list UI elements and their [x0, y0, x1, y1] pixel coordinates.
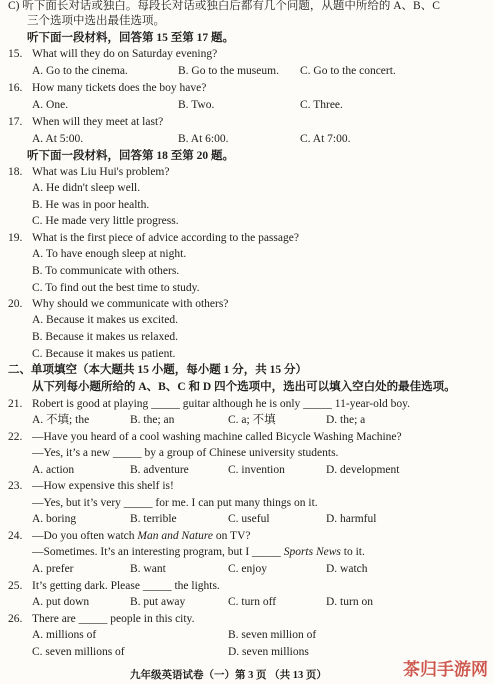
- q20-stem: Why should we communicate with others?: [32, 298, 229, 310]
- q24-number: 24.: [8, 530, 23, 542]
- q25-number: 25.: [8, 580, 23, 592]
- site-watermark: 茶归手游网: [403, 660, 488, 680]
- q22-stem-reply: —Yes, it’s a new _____ by a group of Chinese university students.: [32, 447, 339, 459]
- q17-option-b: B. At 6:00.: [178, 133, 229, 145]
- q24-stem-pre: —Do you often watch: [32, 530, 138, 542]
- q22-option-d: D. development: [326, 464, 400, 476]
- q26-number: 26.: [8, 613, 23, 625]
- q16-option-a: A. One.: [32, 99, 69, 111]
- q23-stem: —How expensive this shelf is!: [32, 480, 174, 492]
- q23-option-d: D. harmful: [326, 513, 377, 525]
- q23-option-b: B. terrible: [130, 513, 177, 525]
- q23-stem-reply: —Yes, but it’s very _____ for me. I can put many things on it.: [32, 497, 318, 509]
- q17-stem: When will they meet at last?: [32, 116, 164, 128]
- q24-option-c: C. enjoy: [228, 563, 267, 575]
- q24-option-a: A. prefer: [32, 563, 74, 575]
- q25-option-b: B. put away: [130, 596, 186, 608]
- listening-group-2-instruction: 听下面一段材料，回答第 18 至第 20 题。: [27, 150, 234, 162]
- q18-stem: What was Liu Hui's problem?: [32, 166, 170, 178]
- q24-reply-title: Sports News: [283, 546, 341, 558]
- q18-option-b: B. He was in poor health.: [32, 199, 150, 211]
- q22-option-c: C. invention: [228, 464, 285, 476]
- q20-option-c: C. Because it makes us patient.: [32, 348, 176, 360]
- q15-option-a: A. Go to the cinema.: [32, 65, 128, 77]
- q17-option-a: A. At 5:00.: [32, 133, 84, 145]
- listening-group-1-instruction: 听下面一段材料，回答第 15 至第 17 题。: [27, 32, 234, 44]
- q25-option-d: D. turn on: [326, 596, 373, 608]
- q24-stem-title: Man and Nature: [137, 530, 214, 542]
- q26-option-d: D. seven millions: [228, 646, 309, 658]
- section-c-instruction-cont: 三个选项中选出最佳选项。: [27, 15, 165, 27]
- q19-option-b: B. To communicate with others.: [32, 265, 180, 277]
- q21-option-a: A. 不填; the: [32, 414, 90, 426]
- q23-number: 23.: [8, 480, 23, 492]
- q16-stem: How many tickets does the boy have?: [32, 82, 207, 94]
- q24-stem-reply: [32, 545, 365, 559]
- q24-stem-post: on TV?: [213, 530, 251, 542]
- q21-stem: Robert is good at playing _____ guitar although he is only _____ 11-year-old boy.: [32, 398, 411, 410]
- part-two-title: 二、单项填空（本大题共 15 小题，每小题 1 分，共 15 分）: [8, 364, 307, 376]
- q22-option-b: B. adventure: [130, 464, 189, 476]
- q19-stem: What is the first piece of advice according to the passage?: [32, 232, 299, 244]
- q24-reply-post: to it.: [340, 546, 365, 558]
- q15-number: 15.: [8, 48, 23, 60]
- q19-option-c: C. To find out the best time to study.: [32, 282, 200, 294]
- q26-option-a: A. millions of: [32, 629, 97, 641]
- q16-number: 16.: [8, 82, 23, 94]
- q18-number: 18.: [8, 166, 23, 178]
- q15-option-c: C. Go to the concert.: [300, 65, 396, 77]
- q23-option-c: C. useful: [228, 513, 270, 525]
- page-footer: 九年级英语试卷（一）第 3 页 （共 13 页）: [130, 670, 327, 681]
- q26-option-b: B. seven million of: [228, 629, 317, 641]
- q20-option-b: B. Because it makes us relaxed.: [32, 331, 178, 343]
- q18-option-c: C. He made very little progress.: [32, 215, 179, 227]
- q21-option-b: B. the; an: [130, 414, 175, 426]
- q26-option-c: C. seven millions of: [32, 646, 125, 658]
- q22-number: 22.: [8, 431, 23, 443]
- q20-option-a: A. Because it makes us excited.: [32, 314, 178, 326]
- q24-reply-pre: —Sometimes. It’s an interesting program, but I _____: [32, 546, 284, 558]
- q25-option-c: C. turn off: [228, 596, 277, 608]
- q16-option-c: C. Three.: [300, 99, 343, 111]
- q15-option-b: B. Go to the museum.: [178, 65, 279, 77]
- q24-stem: [32, 529, 251, 543]
- q25-stem: It’s getting dark. Please _____ the lights.: [32, 580, 220, 592]
- q24-option-b: B. want: [130, 563, 166, 575]
- q21-option-d: D. the; a: [326, 414, 366, 426]
- q20-number: 20.: [8, 298, 23, 310]
- q22-option-a: A. action: [32, 464, 75, 476]
- q21-option-c: C. a; 不填: [228, 414, 276, 426]
- section-c-instruction: C) 听下面长对话或独白。每段长对话或独白后都有几个问题，从题中所给的 A、B、C: [8, 0, 440, 12]
- q18-option-a: A. He didn't sleep well.: [32, 182, 141, 194]
- q24-option-d: D. watch: [326, 563, 368, 575]
- q22-stem: —Have you heard of a cool washing machine called Bicycle Washing Machine?: [32, 431, 402, 443]
- q23-option-a: A. boring: [32, 513, 77, 525]
- q19-option-a: A. To have enough sleep at night.: [32, 248, 187, 260]
- q19-number: 19.: [8, 232, 23, 244]
- q21-number: 21.: [8, 398, 23, 410]
- part-two-instruction: 从下列每小题所给的 A、B、C 和 D 四个选项中，选出可以填入空白处的最佳选项。: [32, 381, 456, 393]
- q26-stem: There are _____ people in this city.: [32, 613, 195, 625]
- q17-number: 17.: [8, 116, 23, 128]
- q15-stem: What will they do on Saturday evening?: [32, 48, 218, 60]
- q25-option-a: A. put down: [32, 596, 90, 608]
- q16-option-b: B. Two.: [178, 99, 215, 111]
- q17-option-c: C. At 7:00.: [300, 133, 351, 145]
